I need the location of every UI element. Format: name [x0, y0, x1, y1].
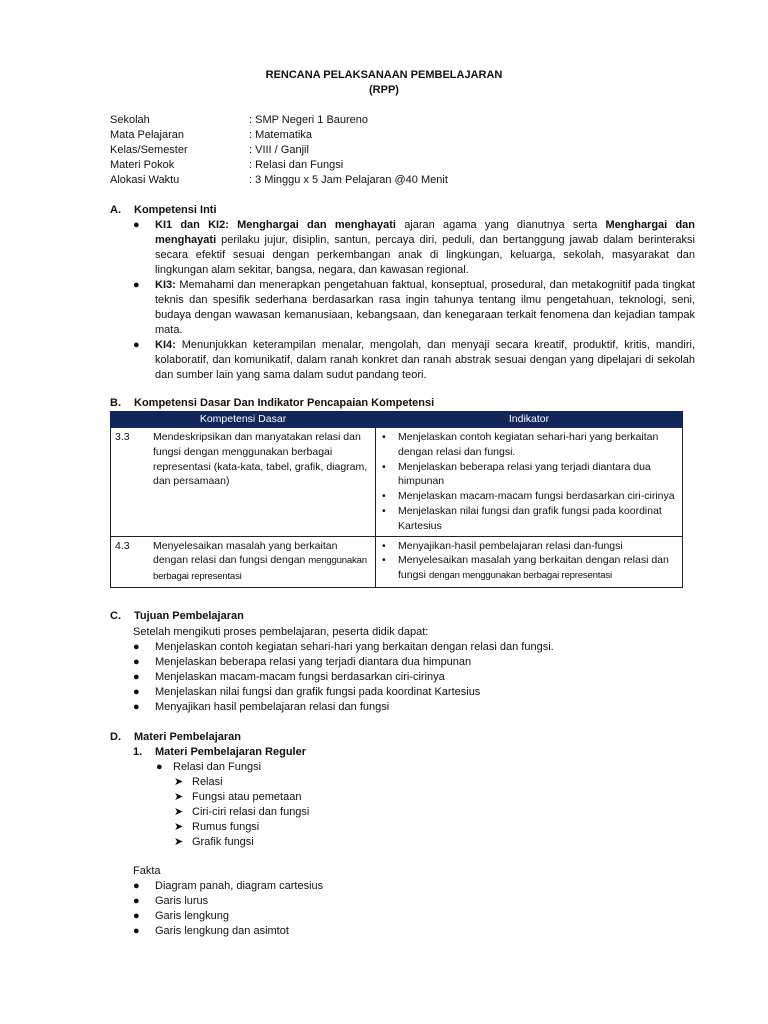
ki4-item — [133, 338, 695, 383]
section-title: Kompetensi Inti — [134, 204, 217, 216]
section-letter: C. — [110, 610, 121, 622]
arrow-icon: ➤ — [174, 821, 184, 833]
identity-label: Mata Pelajaran — [110, 129, 184, 141]
ki-key: KI3: — [155, 279, 176, 291]
ki-text: Menunjukkan keterampilan menalar, mengolah, dan menyaji secara kreatif, produktif, kritis, mandiri, kolaboratif, dan komunikatif, dalam ranah konkret dan ranah abstrak sesuai dengan yang dipelajari di sekolah dan sumber lain yang sama dalam sudut pandang teori. — [155, 339, 695, 381]
indicator-item: • Menyelesaikan masalah yang berkaitan dengan relasi dan fungsi dengan menggunakan berbagai representasi — [382, 554, 669, 582]
section-letter: B. — [110, 397, 121, 409]
identity-value: : SMP Negeri 1 Baureno — [249, 114, 369, 126]
bullet-icon: ● — [133, 339, 140, 351]
competency-table — [110, 411, 683, 588]
indicator-cell — [376, 536, 683, 587]
table-header-row — [111, 412, 683, 428]
ki-key: KI1 dan KI2: — [155, 219, 229, 231]
section-letter: A. — [110, 204, 121, 216]
document-page: RENCANA PELAKSANAAN PEMBELAJARAN (RPP) Sekolah : SMP Negeri 1 Baureno Mata Pelajaran : Matematika Kelas/Semester : VIII / Ganjil Materi Pokok : Relasi dan Fungsi Alokasi Waktu : 3 Minggu x 5 Jam Pelajaran @40 Menit A. Kompetensi Inti ● KI1 dan KI2: Menghargai dan menghayati ajaran agama yang dianutnya serta Menghargai dan menghayati perilaku jujur, disiplin, santun, percaya diri, peduli, dan bertanggung jawab dalam berinteraksi secara efektif sesuai dengan perkembangan anak di lingkungan, keluarga, sekolah, masyarakat dan lingkungan alam sekitar, bangsa, negara, dan kawasan regional. ● KI3: Memahami dan menerapkan pengetahuan faktual, konseptual, prosedural, dan metakognitif pada tingkat teknis dan spesifik sederhana berdasarkan rasa ingin tahunya tentang ilmu pengetahuan, teknologi, seni, budaya dengan wawasan kemanusiaan, kebangsaan, dan kenegaraan terkait fenomena dan kejadian tampak mata. ● KI4: Menunjukkan keterampilan menalar, mengolah, dan menyaji secara kreatif, produktif, kritis, mandiri, kolaboratif, dan komunikatif, dalam ranah konkret dan ranah abstrak sesuai dengan yang dipelajari di sekolah dan sumber lain yang sama dalam sudut pandang teori. B. Kompetensi Dasar Dan Indikator Pencapaian Kompetensi Kompetensi Dasar Indikator 3.3 Mendeskripsikan dan manyatakan relasi dan fungsi dengan menggunakan berbagai representasi (kata-kata, tabel, grafik, diagram, dan persamaan) • Menjelaskan contoh kegiatan sehari-hari yang berkaitan dengan relasi dan fungsi. • Menjelaskan beberapa relasi yang terjadi diantara dua himpunan • Menjelaskan macam-macam fungsi berdasarkan ciri-cirinya • Menjelaskan nilai fungsi dan grafik fungsi pada koordinat Kartesius 4.3 Menyelesaikan masalah yang berkaitan dengan relasi dan fungsi dengan menggunakan berbagai representasi • Menyajikan-hasil pembelajaran relasi dan-fungsi • Menyelesaikan masalah yang berkaitan dengan relasi dan fungsi dengan menggunakan berbagai representasi C. Tujuan Pembelajaran Setelah mengikuti proses pembelajaran, peserta didik dapat: ● Menjelaskan contoh kegiatan sehari-hari yang berkaitan dengan relasi dan fungsi. ● Menjelaskan beberapa relasi yang terjadi diantara dua himpunan ● Menjelaskan macam-macam fungsi berdasarkan ciri-cirinya ● Menjelaskan nilai fungsi dan grafik fungsi pada koordinat Kartesius ● Menyajikan hasil pembelajaran relasi dan fungsi D. Materi Pembelajaran 1. Materi Pembelajaran Reguler ● Relasi dan Fungsi ➤ Relasi ➤ Fungsi atau pemetaan ➤ Ciri-ciri relasi dan fungsi ➤ Rumus fungsi ➤ Grafik fungsi Fakta ● Diagram panah, diagram cartesius ● Garis lurus ● Garis lengkung ● Garis lengkung dan asimtot — [0, 0, 768, 1024]
section-letter: D. — [110, 731, 121, 743]
identity-label: Materi Pokok — [110, 159, 175, 171]
indicator-item: • Menyajikan-hasil pembelajaran relasi dan-fungsi — [382, 539, 623, 552]
ki-text: Memahami dan menerapkan pengetahuan faktual, konseptual, prosedural, dan metakognitif pada tingkat teknis dan spesifik sederhana berdasarkan rasa ingin tahunya tentang ilmu pengetahuan, teknologi, seni, budaya dengan wawasan kemanusiaan, kebangsaan, dan kenegaraan terkait fenomena dan kejadian tampak mata. — [155, 279, 695, 336]
document-title: RENCANA PELAKSANAAN PEMBELAJARAN — [265, 69, 503, 81]
table-row — [111, 428, 683, 537]
identity-value: : Matematika — [249, 129, 312, 141]
kd-number: 4.3 — [111, 536, 150, 587]
ki-bold: Menghargai dan menghayati — [155, 219, 696, 246]
document-subtitle: (RPP) — [369, 84, 399, 96]
fakta-label: Fakta — [133, 865, 161, 877]
indicator-item: • Menjelaskan beberapa relasi yang terjadi diantara dua himpunan — [382, 460, 651, 488]
section-title: Kompetensi Dasar Dan Indikator Pencapaian Kompetensi — [134, 397, 435, 409]
ki-bold: Menghargai dan menghayati — [237, 219, 396, 231]
ki1-ki2-item — [133, 218, 695, 278]
subsection-heading: 1. Materi Pembelajaran Reguler — [133, 746, 307, 758]
topic-item: ● Relasi dan Fungsi — [156, 761, 262, 773]
kd-number: 3.3 — [111, 428, 150, 537]
kd-description: Mendeskripsikan dan manyatakan relasi dan fungsi dengan menggunakan berbagai representasi (kata-kata, tabel, grafik, diagram, dan persamaan) — [149, 428, 376, 537]
ki3-item — [133, 278, 695, 338]
section-title: Materi Pembelajaran — [134, 731, 241, 743]
identity-label: Alokasi Waktu — [110, 174, 180, 186]
identity-value: : 3 Minggu x 5 Jam Pelajaran @40 Menit — [249, 174, 448, 186]
arrow-icon: ➤ — [174, 806, 184, 818]
header-indikator: Indikator — [376, 412, 683, 428]
ki-key: KI4: — [155, 339, 176, 351]
bullet-icon: ● — [156, 761, 163, 773]
section-b-heading — [110, 396, 434, 411]
section-d-heading — [110, 730, 241, 745]
section-title: Tujuan Pembelajaran — [134, 610, 244, 622]
section-c-intro: Setelah mengikuti proses pembelajaran, peserta didik dapat: — [133, 626, 429, 638]
bullet-icon: ● — [133, 219, 140, 231]
arrow-icon: ➤ — [174, 836, 184, 848]
indicator-item: • Menjelaskan macam-macam fungsi berdasarkan ciri-cirinya — [382, 490, 675, 503]
table-row — [111, 536, 683, 587]
header-kompetensi-dasar: Kompetensi Dasar — [111, 412, 376, 428]
bullet-icon: ● — [133, 279, 140, 291]
identity-label: Sekolah — [110, 114, 150, 126]
section-a-heading — [110, 203, 217, 218]
arrow-icon: ➤ — [174, 776, 184, 788]
indicator-item: • Menjelaskan nilai fungsi dan grafik fungsi pada koordinat Kartesius — [382, 504, 662, 532]
ki-text: ajaran agama yang dianutnya serta — [404, 219, 598, 231]
identity-value: : VIII / Ganjil — [249, 144, 309, 156]
kd-description: Menyelesaikan masalah yang berkaitan dengan relasi dan fungsi dengan menggunakan berbagai representasi — [149, 536, 376, 587]
indicator-item: • Menjelaskan contoh kegiatan sehari-hari yang berkaitan dengan relasi dan fungsi. — [382, 431, 659, 458]
identity-label: Kelas/Semester — [110, 144, 188, 156]
ki-text: perilaku jujur, disiplin, santun, percaya diri, peduli, dan bertanggung jawab dalam berinteraksi secara efektif sesuai dengan perkembangan anak di lingkungan, keluarga, sekolah, masyarakat dan lingkungan alam sekitar, bangsa, negara, dan kawasan regional. — [155, 234, 695, 276]
identity-value: : Relasi dan Fungsi — [249, 159, 344, 171]
arrow-icon: ➤ — [174, 791, 184, 803]
indicator-cell — [376, 428, 683, 537]
section-c-heading — [110, 609, 244, 624]
